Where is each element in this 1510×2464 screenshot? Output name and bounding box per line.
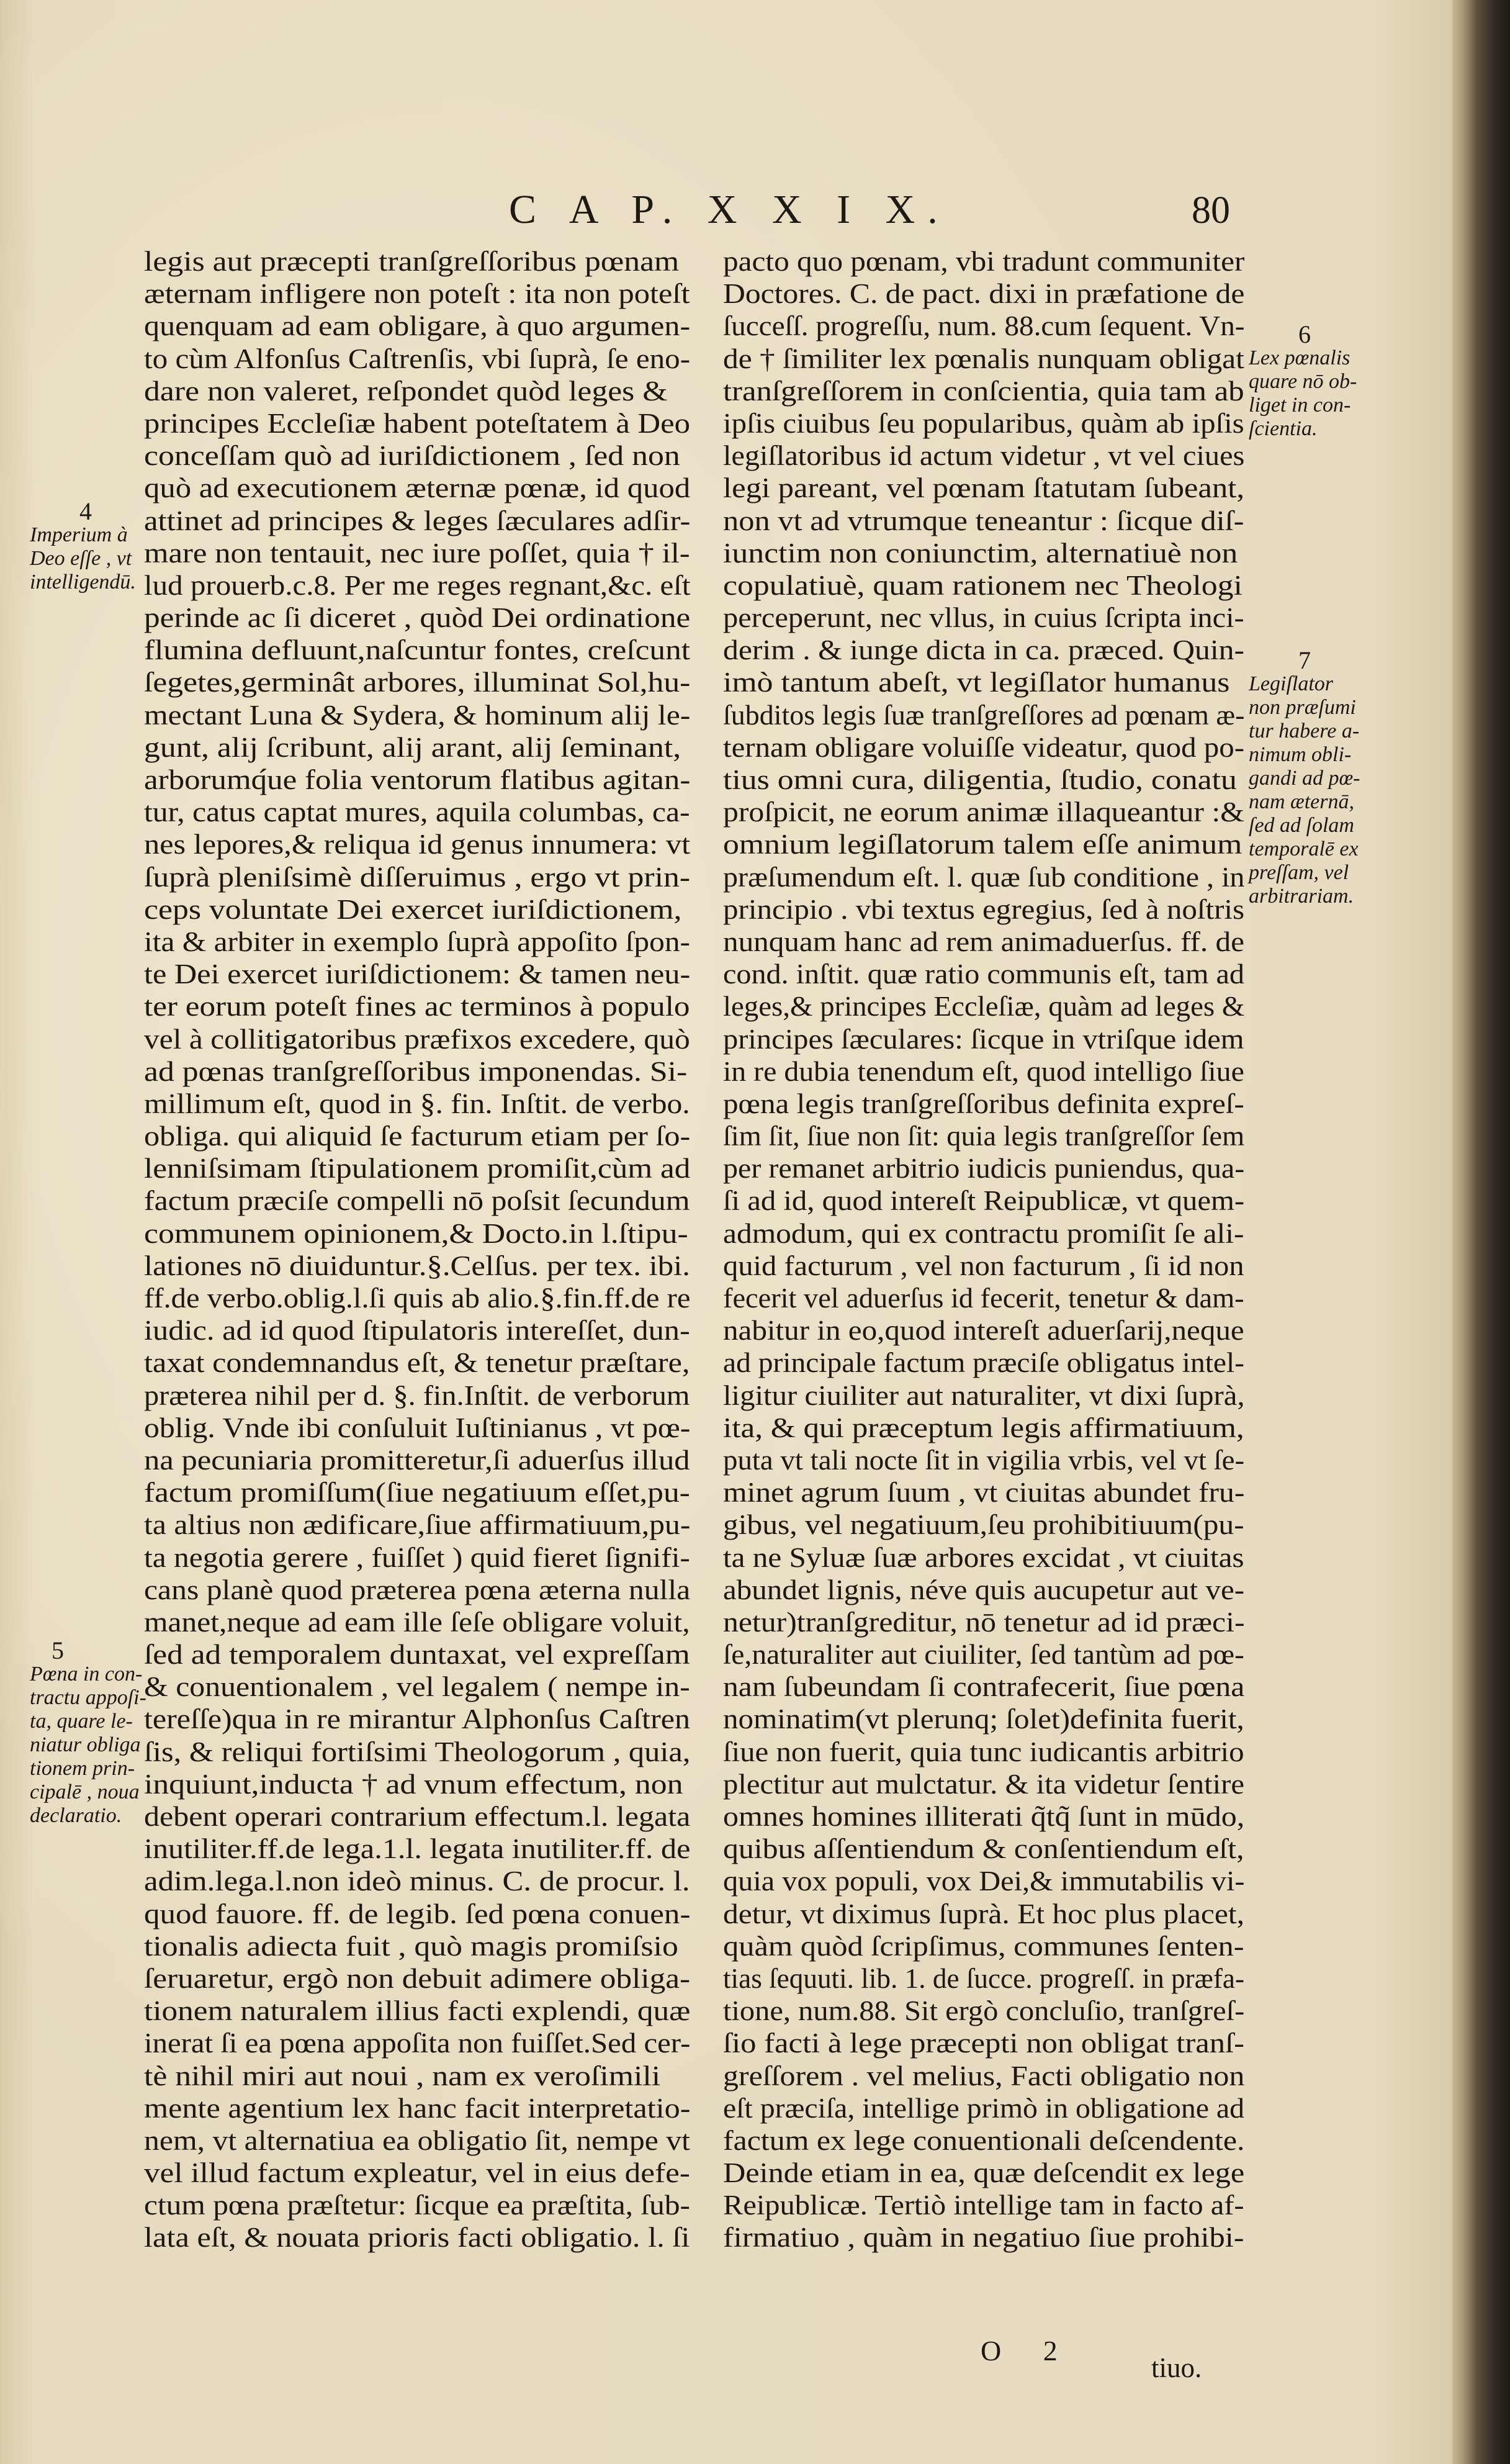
margin-note-line: Pœna in con-	[30, 1663, 143, 1686]
text-line: flumina defluunt,naſcuntur fontes, creſcunt	[144, 634, 691, 666]
text-line: præſumendum eſt. l. quæ ſub conditione , in	[723, 861, 1245, 893]
margin-note-line: ta, quare le-	[30, 1710, 133, 1733]
text-line: abundet lignis, néve quis aucupetur aut ve-	[723, 1574, 1245, 1605]
text-line: legiſlatoribus id actum videtur , vt vel ciues	[723, 440, 1245, 472]
text-line: proſpicit, ne eorum animæ illaqueantur :&	[723, 797, 1244, 828]
text-line: ligitur ciuiliter aut naturaliter, vt dixi ſuprà,	[723, 1379, 1245, 1411]
text-line: factum ex lege conuentionali deſcendente.	[723, 2124, 1245, 2156]
text-line: ta ne Syluæ ſuæ arbores excidat , vt ciuitas	[723, 1541, 1244, 1573]
margin-note-line: nam æternā,	[1249, 790, 1354, 813]
book-page-edge	[1452, 0, 1510, 2464]
text-line: ternam obligare voluiſſe videatur, quod po-	[723, 731, 1245, 763]
text-line: nam ſubeundam ſi contrafecerit, ſiue pœna	[723, 1671, 1245, 1703]
text-line: quenquam ad eam obligare, à quo argumen-	[144, 310, 691, 342]
text-line: ta altius non ædificare,ſiue affirmatiuum,pu-	[144, 1509, 691, 1541]
text-line: mectant Luna & Sydera, & hominum alij le-	[144, 699, 691, 731]
text-line: mare non tentauit, nec iure poſſet, quia † il-	[144, 537, 690, 569]
text-line: cans planè quod præterea pœna æterna nulla	[144, 1574, 691, 1605]
text-line: factum præciſe compelli nō poſsit ſecundum	[144, 1185, 690, 1217]
text-line: fecerit vel aduerſus id fecerit, tenetur & dam-	[723, 1283, 1244, 1314]
text-line: ſi ad id, quod intereſt Reipublicæ, vt quem-	[723, 1185, 1245, 1217]
text-line: ſed ad temporalem duntaxat, vel expreſſam	[144, 1639, 690, 1671]
text-line: ceps voluntate Dei exercet iuriſdictionem,	[144, 893, 682, 925]
margin-note-line: Imperium à	[30, 523, 128, 546]
running-head: C A P. X X I X.	[509, 187, 950, 232]
text-line: tè nihil miri aut noui , nam ex veroſimili	[144, 2060, 661, 2092]
text-line: Reipublicæ. Tertiò intellige tam in facto af-	[723, 2190, 1244, 2221]
text-line: adim.lega.l.non ideò minus. C. de procur. l.	[144, 1866, 690, 1897]
text-line: ipſis ciuibus ſeu popularibus, quàm ab ipſis	[723, 407, 1244, 439]
text-line: ſim ſit, ſiue non ſit: quia legis tranſgreſſor ſem	[723, 1121, 1245, 1152]
margin-note-line: temporalē ex	[1249, 837, 1359, 860]
margin-note-line: Lex pœnalis	[1249, 346, 1350, 369]
text-line: plectitur aut mulctatur. & ita videtur ſentire	[723, 1768, 1245, 1800]
margin-note-line: gandi ad pœ-	[1249, 767, 1360, 790]
text-line: na pecuniaria promitteretur,ſi aduerſus illud	[144, 1444, 690, 1476]
text-line: quàm quòd ſcripſimus, communes ſenten-	[723, 1930, 1244, 1962]
text-line: minet agrum ſuum , vt ciuitas abundet fru-	[723, 1477, 1245, 1509]
text-line: iunctim non coniunctim, alternatiuè non	[723, 537, 1238, 569]
text-line: conceſſam quò ad iuriſdictionem , ſed non	[144, 440, 680, 472]
text-line: leges,& principes Eccleſiæ, quàm ad leges &	[723, 991, 1245, 1022]
text-line: inquiunt,inducta † ad vnum effectum, non	[144, 1768, 683, 1800]
folio-number: 80	[1192, 189, 1230, 232]
text-line: ad pœnas tranſgreſſoribus imponendas. Si-	[144, 1055, 688, 1087]
margin-note-line: nimum obli-	[1249, 743, 1352, 766]
text-line: debent operari contrarium effectum.l. legata	[144, 1801, 691, 1832]
margin-note-line: preſſam, vel	[1249, 861, 1349, 884]
margin-note-line: ſcientia.	[1249, 417, 1318, 440]
text-line: to cùm Alfonſus Caſtrenſis, vbi ſuprà, ſe eno-	[144, 343, 691, 374]
margin-note-line: tionem prin-	[30, 1757, 135, 1780]
text-line: arborumq́ue folia ventorum flatibus agitan-	[144, 764, 691, 795]
margin-note-line: intelligendū.	[30, 571, 136, 593]
margin-note-line: declaratio.	[30, 1804, 122, 1827]
text-line: pacto quo pœnam, vbi tradunt communiter	[723, 246, 1245, 277]
text-line: ſuprà pleniſsimè diſſeruimus , ergo vt prin-	[144, 861, 691, 893]
text-line: tias ſequuti. lib. 1. de ſucce. progreſſ. in præfa-	[723, 1962, 1245, 1994]
text-line: vel à collitigatoribus præfixos excedere, quò	[144, 1023, 690, 1055]
text-line: ſubditos legis ſuæ tranſgreſſores ad pœnam æ-	[723, 699, 1245, 731]
text-line: nabitur in eo,quod intereſt aduerſarij,neque	[723, 1315, 1244, 1347]
text-line: firmatiuo , quàm in negatiuo ſiue prohibi-	[723, 2222, 1244, 2254]
margin-note-line: tur habere a-	[1249, 720, 1360, 742]
right-text-column	[723, 245, 1244, 2254]
text-line: tranſgreſſorem in conſcientia, quia tam ab	[723, 375, 1244, 407]
text-line: cond. inſtit. quæ ratio communis eſt, tam ad	[723, 959, 1244, 990]
text-line: obliga. qui aliquid ſe facturum etiam per ſo-	[144, 1121, 691, 1152]
text-line: derim . & iunge dicta in ca. præced. Quin-	[723, 634, 1245, 666]
text-line: ta negotia gerere , fuiſſet ) quid fieret ſignifi-	[144, 1541, 690, 1573]
text-line: ſe,naturaliter aut ciuiliter, ſed tantùm ad pœ-	[723, 1639, 1244, 1671]
text-line: quibus aſſentiendum & conſentiendum eſt,	[723, 1833, 1244, 1865]
text-line: in re dubia tenendum eſt, quod intelligo ſiue	[723, 1055, 1244, 1087]
text-line: attinet ad principes & leges ſæculares adſir-	[144, 505, 691, 536]
margin-note-line: tractu appoſi-	[30, 1686, 146, 1709]
text-line: detur, vt diximus ſuprà. Et hoc plus placet,	[723, 1898, 1245, 1929]
text-line: omnes homines illiterati q̃tq̃ ſunt in mūdo,	[723, 1801, 1245, 1832]
text-line: oblig. Vnde ibi conſuluit Iuſtinianus , vt pœ-	[144, 1412, 691, 1443]
text-line: lud prouerb.c.8. Per me reges regnant,&c. eſt	[144, 569, 691, 601]
catchword: tiuo.	[1151, 2352, 1202, 2383]
margin-note-line: non præſumi	[1249, 696, 1356, 719]
text-line: præterea nihil per d. §. fin.Inſtit. de verborum	[144, 1379, 690, 1411]
text-line: gibus, vel negatiuum,ſeu prohibitiuum(pu-	[723, 1509, 1244, 1541]
text-line: eſt præciſa, intellige primò in obligatione ad	[723, 2092, 1245, 2124]
margin-note-number: 4	[79, 497, 92, 525]
text-line: ita, & qui præceptum legis affirmatiuum,	[723, 1412, 1244, 1443]
text-line: ſeruaretur, ergò non debuit adimere obliga-	[144, 1962, 691, 1994]
margin-note-line: arbitrariam.	[1249, 885, 1354, 908]
text-line: quò ad executionem æternæ pœnæ, id quod	[144, 472, 691, 504]
text-line: per remanet arbitrio iudicis puniendus, qua-	[723, 1153, 1245, 1185]
text-line: inerat ſi ea pœna appoſita non fuiſſet.Sed cer-	[144, 2028, 691, 2059]
text-line: manet,neque ad eam ille ſeſe obligare voluit,	[144, 1606, 690, 1638]
text-line: æternam infligere non poteſt : ita non poteſt	[144, 278, 690, 310]
text-line: lationes nō diuiduntur.§.Celſus. per tex. ibi.	[144, 1250, 690, 1281]
text-line: admodum, qui ex contractu promiſit ſe ali-	[723, 1217, 1244, 1249]
text-line: tionalis adiecta fuit , quò magis promiſsio	[144, 1930, 678, 1962]
text-line: tione, num.88. Sit ergò concluſio, tranſgreſ-	[723, 1995, 1245, 2027]
text-line: pœna legis tranſgreſſoribus definita expreſ-	[723, 1088, 1244, 1119]
text-line: principes Eccleſiæ habent poteſtatem à Deo	[144, 407, 690, 439]
margin-note-line: niatur obliga	[30, 1733, 141, 1756]
text-line: & conuentionalem , vel legalem ( nempe in-	[144, 1671, 690, 1703]
text-line: ad principale factum præciſe obligatus intel-	[723, 1347, 1245, 1379]
text-line: ſegetes,germinât arbores, illuminat Sol,hu-	[144, 667, 691, 698]
text-line: ſio facti à lege præcepti non obligat tranſ-	[723, 2028, 1244, 2059]
text-line: perinde ac ſi diceret , quòd Dei ordinatione	[144, 602, 691, 634]
text-line: nes lepores,& reliqua id genus innumera: vt	[144, 829, 691, 860]
text-line: lenniſsimam ſtipulationem promiſit,cùm ad	[144, 1153, 691, 1185]
left-text-column	[144, 245, 690, 2254]
text-line: omnium legiſlatorum talem eſſe animum	[723, 829, 1243, 860]
text-line: vel illud factum expleatur, vel in eius defe-	[144, 2157, 690, 2189]
text-line: greſſorem . vel melius, Facti obligatio non	[723, 2060, 1245, 2092]
text-line: te Dei exercet iuriſdictionem: & tamen neu-	[144, 959, 691, 990]
text-line: copulatiuè, quam rationem nec Theologi	[723, 569, 1243, 601]
text-line: taxat condemnandus eſt, & tenetur præſtare,	[144, 1347, 690, 1379]
text-line: dare non valeret, reſpondet quòd leges &	[144, 375, 668, 407]
text-line: quod fauore. ff. de legib. ſed pœna conuen-	[144, 1898, 691, 1929]
text-line: imò tantum abeſt, vt legiſlator humanus	[723, 667, 1230, 698]
margin-note-4	[30, 497, 136, 594]
text-line: non vt ad vtrumque teneantur : ſicque diſ-	[723, 505, 1244, 536]
text-line: ctum pœna præſtetur: ſicque ea præſtita, ſub-	[144, 2190, 691, 2221]
margin-note-line: cipalē , noua	[30, 1780, 140, 1803]
text-line: netur)tranſgreditur, nō tenetur ad id præci-	[723, 1606, 1245, 1638]
text-line: principes ſæculares: ſicque in vtriſque idem	[723, 1023, 1244, 1055]
text-line: tionem naturalem illius facti explendi, quæ	[144, 1995, 691, 2027]
text-line: iudic. ad id quod ſtipulatoris intereſſet, dun-	[144, 1315, 690, 1347]
margin-note-line: liget in con-	[1249, 394, 1351, 417]
text-line: factum promiſſum(ſiue negatiuum eſſet,pu-	[144, 1477, 690, 1509]
text-line: perceperunt, nec vllus, in cuius ſcripta inci-	[723, 602, 1244, 634]
text-line: Doctores. C. de pact. dixi in præfatione de	[723, 278, 1245, 310]
text-line: tereſſe)qua in re mirantur Alphonſus Caſtren	[144, 1704, 691, 1735]
margin-note-6	[1249, 320, 1357, 441]
text-line: gunt, alij ſcribunt, alij arant, alij ſeminant,	[144, 731, 681, 763]
margin-note-5	[30, 1636, 146, 1828]
text-line: nem, vt alternatiua ea obligatio ſit, nempe vt	[144, 2124, 690, 2156]
text-line: tius omni cura, diligentia, ſtudio, conatu	[723, 764, 1237, 795]
margin-note-number: 5	[52, 1636, 64, 1664]
margin-note-line: Legiſlator	[1249, 672, 1334, 695]
text-line: quid facturum , vel non facturum , ſi id non	[723, 1250, 1244, 1281]
text-line: de † ſimiliter lex pœnalis nunquam obligat	[723, 343, 1244, 374]
text-line: principio . vbi textus egregius, ſed à noſtris	[723, 893, 1245, 925]
margin-note-number: 6	[1298, 320, 1311, 348]
margin-note-7	[1249, 646, 1360, 908]
text-line: millimum eſt, quod in §. fin. Inſtit. de verbo.	[144, 1088, 690, 1119]
text-line: communem opinionem,& Docto.in l.ſtipu-	[144, 1217, 688, 1249]
margin-note-line: ſed ad ſolam	[1249, 814, 1354, 837]
text-line: tur, catus captat mures, aquila columbas, ca-	[144, 797, 690, 828]
text-line: Deinde etiam in ea, quæ deſcendit ex lege	[723, 2157, 1245, 2189]
text-line: ff.de verbo.oblig.l.ſi quis ab alio.§.fin.ff.de re	[144, 1283, 691, 1314]
text-line: ita & arbiter in exemplo ſuprà appoſito ſpon-	[144, 926, 691, 957]
text-line: puta vt tali nocte ſit in vigilia vrbis, vel vt ſe-	[723, 1444, 1245, 1476]
text-line: nunquam hanc ad rem animaduerſus. ff. de	[723, 926, 1244, 957]
text-line: inutiliter.ff.de lega.1.l. legata inutiliter.ff. de	[144, 1833, 691, 1865]
text-line: ſiue non fuerit, quia tunc iudicantis arbitrio	[723, 1736, 1244, 1767]
text-line: lata eſt, & nouata prioris facti obligatio. l. ſi	[144, 2222, 690, 2254]
text-line: ſis, & reliqui fortiſsimi Theologorum , quia,	[144, 1736, 691, 1767]
text-line: mente agentium lex hanc facit interpretatio-	[144, 2092, 691, 2124]
page-header	[0, 186, 1452, 242]
text-line: quia vox populi, vox Dei,& immutabilis vi-	[723, 1866, 1245, 1897]
text-line: ter eorum poteſt fines ac terminos à populo	[144, 991, 690, 1022]
text-line: ſucceſſ. progreſſu, num. 88.cum ſequent. Vn-	[723, 310, 1245, 342]
signature-mark: O 2	[981, 2335, 1075, 2367]
margin-note-number: 7	[1298, 646, 1311, 674]
margin-note-line: Deo eſſe , vt	[30, 547, 132, 570]
margin-note-line: quare nō ob-	[1249, 370, 1357, 393]
text-line: legi pareant, vel pœnam ſtatutam ſubeant,	[723, 472, 1244, 504]
text-line: legis aut præcepti tranſgreſſoribus pœnam	[144, 246, 680, 277]
text-line: nominatim(vt plerunq; ſolet)definita fuerit,	[723, 1704, 1244, 1735]
